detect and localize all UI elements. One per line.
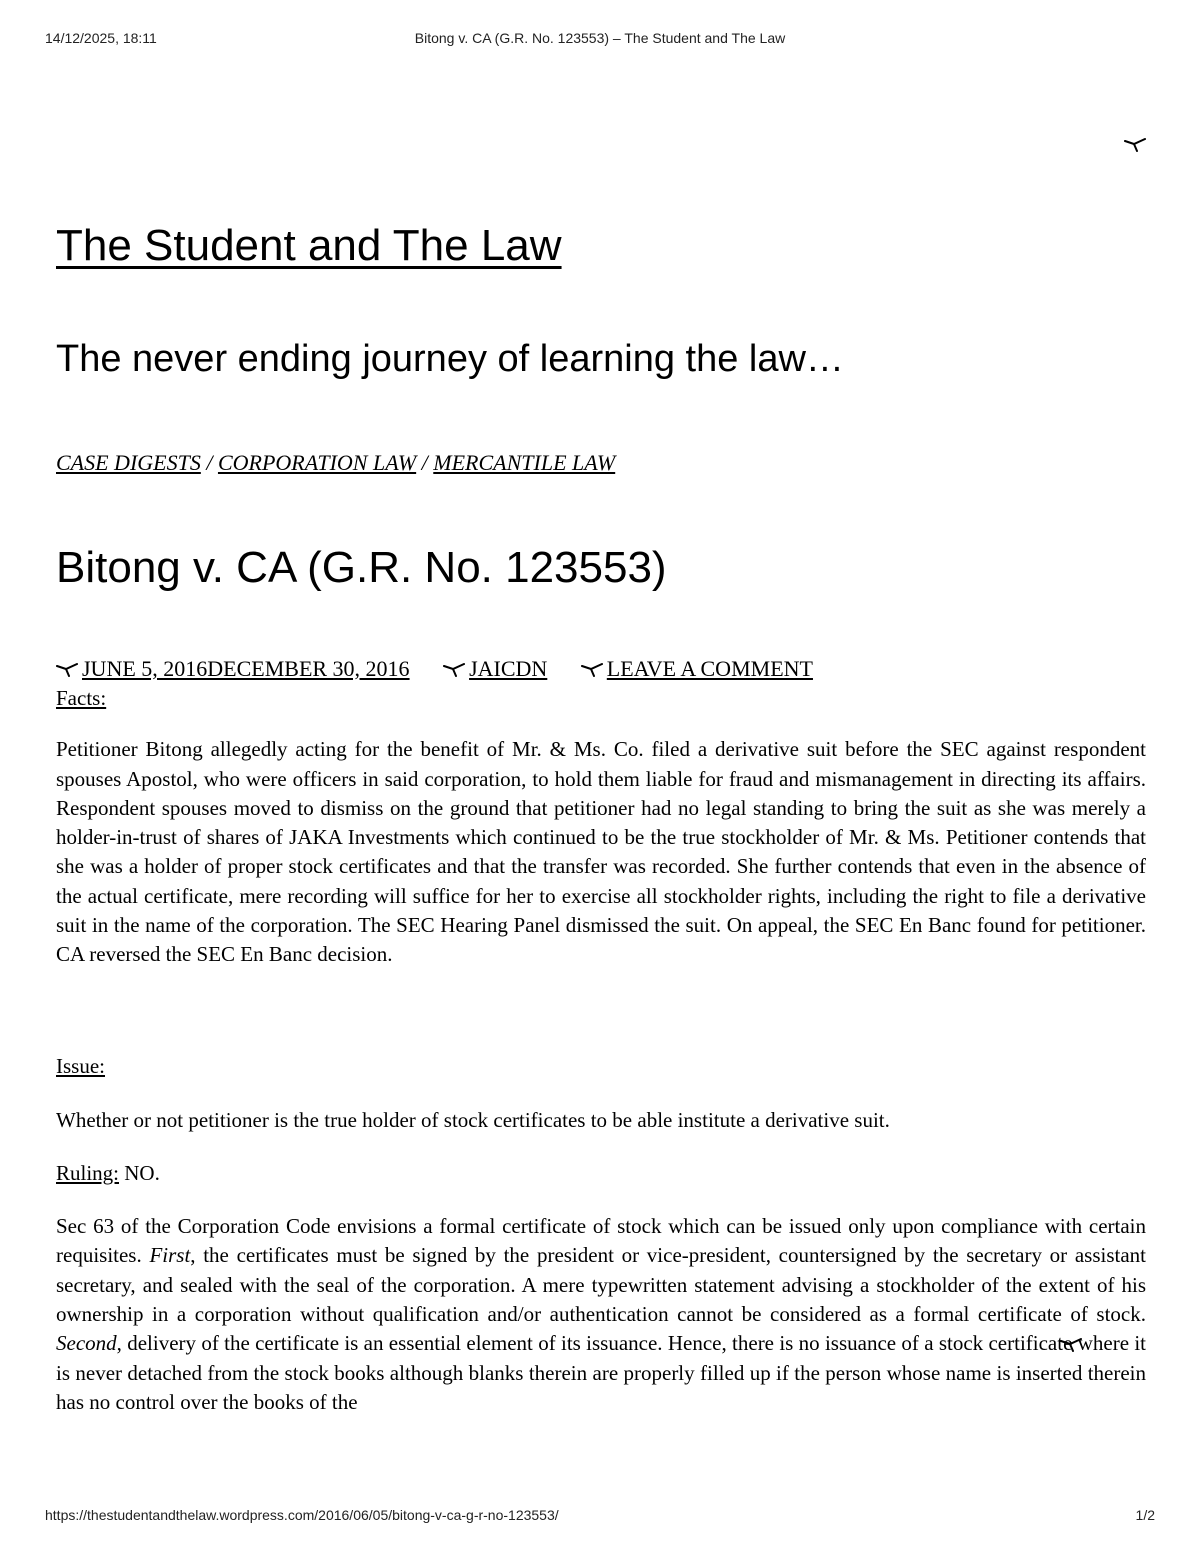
category-link-corporation-law[interactable]: CORPORATION LAW [217,450,417,475]
category-link-mercantile-law[interactable]: MERCANTILE LAW [433,450,616,475]
facts-heading [56,684,1146,713]
post-date [56,654,410,684]
print-footer [45,1507,1155,1527]
print-url: https://thestudentandthelaw.wordpress.com/2016/06/05/bitong-v-ca-g-r-no-123553/ [45,1507,559,1523]
ruling-heading [56,1159,1146,1188]
facts-paragraph: Petitioner Bitong allegedly acting for the benefit of Mr. & Ms. Co. filed a derivative suit before the SEC against respondent spouses Apostol, who were officers in said corporation, to hold them liable for fraud and mismanagement in directing its affairs. Respondent spouses moved to dismiss on the ground that petitioner had no legal standing to bring the suit as she was merely a holder-in-trust of shares of JAKA Investments which continued to be the true stockholder of Mr. & Ms. Petitioner contends that she was a holder of proper stock certificates and that the transfer was recorded. She further contends that even in the absence of the actual certificate, mere recording will suffice for her to exercise all stockholder rights, including the right to file a derivative suit in the name of the corporation. The SEC Hearing Panel dismissed the suit. On appeal, the SEC En Banc found for petitioner. CA reversed the SEC En Banc decision. [56,737,1146,967]
category-link-case-digests[interactable]: CASE DIGESTS [56,450,201,475]
post-comments [581,654,813,684]
comment-icon [581,661,603,677]
site-title [56,218,562,274]
date-icon [56,661,78,677]
ruling-text-part1: Sec 63 of the Corporation Code envisions a formal certificate of stock which can be issued only upon compliance with certain requisites. [56,1214,1146,1268]
post-author-link[interactable]: JAICDN [469,656,548,681]
print-page-title: Bitong v. CA (G.R. No. 123553) – The Student and The Law [414,30,786,46]
ruling-answer: NO. [119,1160,160,1185]
issue-heading [56,1052,1146,1081]
ruling-second: Second [56,1331,117,1356]
issue-label: Issue: [56,1054,105,1079]
author-icon [443,661,465,677]
post-meta [56,654,841,685]
facts-label: Facts: [56,686,107,710]
leave-comment-link[interactable]: LEAVE A COMMENT [606,656,813,681]
site-title-link[interactable]: The Student and The Law [56,221,562,270]
post-content [56,684,1146,1447]
category-separator: / [200,450,218,475]
ruling-first: First [149,1243,191,1268]
post-categories [56,448,615,478]
post-date-link[interactable]: JUNE 5, 2016DECEMBER 30, 2016 [82,656,410,681]
ruling-text-part2: , the certificates must be signed by the president or vice-president, countersigned by the secretary or assistant secretary, and sealed with the seal of the corporation. A mere typewritten statement advising a stockholder of the extent of his ownership in a corporation without qualification and/or authentication cannot be considered as a formal certificate of stock. [56,1243,1146,1327]
menu-toggle-icon[interactable] [1124,136,1146,152]
site-description: The never ending journey of learning the law… [56,338,844,380]
print-page-number: 1/2 [1135,1507,1155,1523]
print-timestamp: 14/12/2025, 18:11 [45,30,157,46]
post-title: Bitong v. CA (G.R. No. 123553) [56,543,667,592]
ruling-text-part3: , delivery of the certificate is an essential element of its issuance. Hence, there is no issuance of a stock certificate where it is never detached from the stock books although blanks therein are properly filled up if the person whose name is inserted therein has no control over the books of the [56,1331,1146,1414]
issue-paragraph: Whether or not petitioner is the true holder of stock certificates to be able institute a derivative suit. [56,1107,890,1132]
ruling-label: Ruling: [56,1160,120,1185]
category-separator: / [416,450,434,475]
ruling-paragraph [56,1212,1146,1447]
floating-icon [1060,1336,1082,1352]
print-header [45,30,1155,50]
post-author [443,654,547,684]
